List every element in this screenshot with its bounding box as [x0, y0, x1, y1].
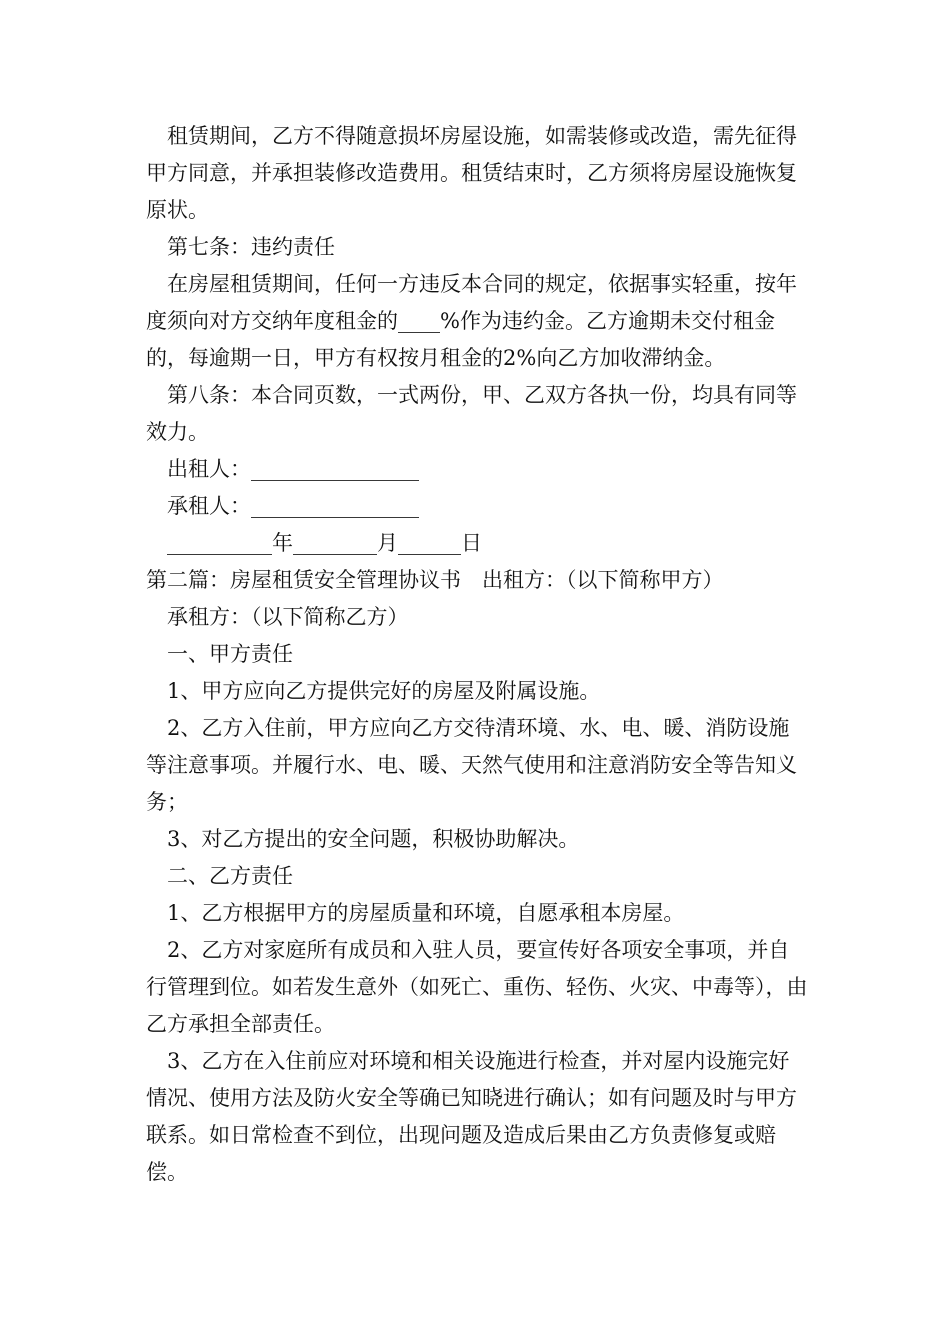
heading-party-a-duties: 一、甲方责任 [167, 642, 293, 666]
paragraph-breach: 在房屋租赁期间，任何一方违反本合同的规定，依据事实轻重，按年度须向对方交纳年度租金的____%作为违约金。乙方逾期未交付租金的，每逾期一日，甲方有权按月租金的2%向乙方加收滞纳金。 [146, 272, 797, 370]
heading-article-7: 第七条：违约责任 [167, 235, 335, 259]
party-b-item-1: 1、乙方根据甲方的房屋质量和环境，自愿承租本房屋。 [167, 901, 685, 925]
date-line: __________年________月______日 [167, 531, 482, 555]
paragraph-renovation: 租赁期间，乙方不得随意损坏房屋设施，如需装修或改造，需先征得甲方同意，并承担装修改造费用。租赁结束时，乙方须将房屋设施恢复原状。 [146, 124, 797, 222]
lessor-signature-line: 出租人：________________ [167, 457, 419, 481]
party-b-item-3: 3、乙方在入住前应对环境和相关设施进行检查，并对屋内设施完好情况、使用方法及防火安全等确已知晓进行确认；如有问题及时与甲方联系。如日常检查不到位，出现问题及造成后果由乙方负责修复或赔偿。 [146, 1049, 797, 1184]
lessee-signature-line: 承租人：________________ [167, 494, 419, 518]
heading-part-2: 第二篇：房屋租赁安全管理协议书 出租方：（以下简称甲方） [146, 568, 724, 592]
heading-party-b-duties: 二、乙方责任 [167, 864, 293, 888]
party-a-item-1: 1、甲方应向乙方提供完好的房屋及附属设施。 [167, 679, 601, 703]
party-a-item-3: 3、对乙方提出的安全问题，积极协助解决。 [167, 827, 580, 851]
paragraph-article-8: 第八条：本合同页数，一式两份，甲、乙双方各执一份，均具有同等效力。 [146, 383, 797, 444]
document-body [146, 118, 810, 1191]
lessee-party-line: 承租方：（以下简称乙方） [167, 605, 409, 629]
party-b-item-2: 2、乙方对家庭所有成员和入驻人员，要宣传好各项安全事项，并自行管理到位。如若发生意外（如死亡、重伤、轻伤、火灾、中毒等），由乙方承担全部责任。 [146, 938, 808, 1036]
party-a-item-2: 2、乙方入住前，甲方应向乙方交待清环境、水、电、暖、消防设施等注意事项。并履行水、电、暖、天然气使用和注意消防安全等告知义务； [146, 716, 797, 814]
